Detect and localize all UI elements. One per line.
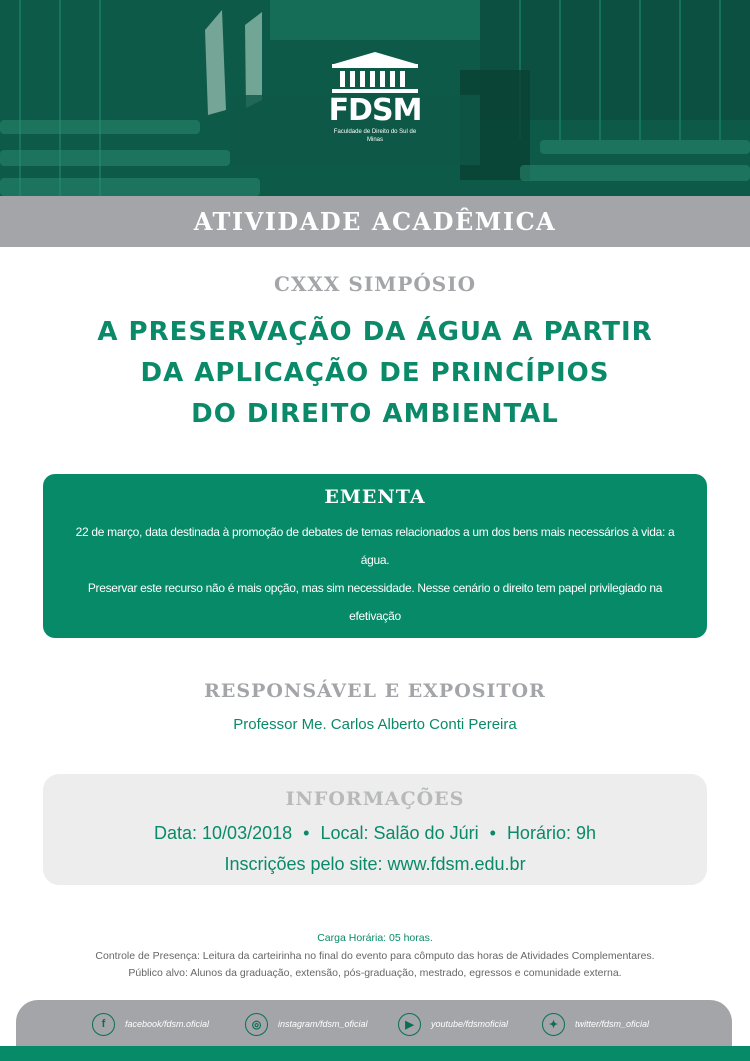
fdsm-logo xyxy=(328,52,422,143)
info-date: Data: 10/03/2018 xyxy=(154,823,293,843)
event-title xyxy=(0,312,750,435)
event-title-line: DA APLICAÇÃO DE PRINCÍPIOS xyxy=(140,358,610,388)
event-title-line: A PRESERVAÇÃO DA ÁGUA A PARTIR xyxy=(97,317,653,347)
building-icon xyxy=(328,52,422,94)
instagram-icon: ◎ xyxy=(245,1013,268,1036)
social-label: instagram/fdsm_oficial xyxy=(278,1019,368,1029)
info-details xyxy=(43,823,707,844)
social-label: twitter/fdsm_oficial xyxy=(575,1019,650,1029)
social-label: youtube/fdsmoficial xyxy=(431,1019,509,1029)
responsavel-name: Professor Me. Carlos Alberto Conti Pereira xyxy=(233,716,517,733)
ementa-body xyxy=(65,518,685,686)
footer-strip xyxy=(0,1046,750,1061)
facebook-icon: f xyxy=(92,1013,115,1036)
bullet-separator: • xyxy=(303,823,310,843)
ementa-box xyxy=(43,474,707,679)
logo-subtitle: Faculdade de Direito do Sul de Minas xyxy=(333,129,417,143)
symposium-label: CXXX SIMPÓSIO xyxy=(273,272,477,296)
info-box xyxy=(43,774,707,885)
bullet-separator: • xyxy=(489,823,496,843)
ementa-line: 22 de março, data destinada à promoção de debates de temas relacionados a um dos bens mais necessários à vida: a água. xyxy=(75,525,675,567)
workload-note: Carga Horária: 05 horas. xyxy=(317,932,433,944)
ementa-line: da sua proteção, com destaque para a implementação dos princípios específicos da temática ambiental. Neste sentido, xyxy=(74,637,676,651)
info-registration[interactable]: Inscrições pelo site: www.fdsm.edu.br xyxy=(224,854,526,874)
info-time: Horário: 9h xyxy=(506,823,596,843)
ementa-line: conscientização, preservação, proteção jurídica e desenvolvimento sustentável são palavras de ordem. xyxy=(115,665,635,679)
social-twitter[interactable] xyxy=(542,1012,649,1036)
info-location: Local: Salão do Júri xyxy=(320,823,479,843)
youtube-icon: ▶ xyxy=(398,1013,421,1036)
ementa-title: EMENTA xyxy=(324,486,426,508)
section-band xyxy=(0,196,750,247)
social-bar xyxy=(16,1000,732,1048)
social-label: facebook/fdsm.oficial xyxy=(125,1019,210,1029)
event-title-line: DO DIREITO AMBIENTAL xyxy=(191,399,559,429)
ementa-line: Preservar este recurso não é mais opção, mas sim necessidade. Nesse cenário o direito tem papel privilegiado na efetivação xyxy=(87,581,663,623)
attendance-note: Controle de Presença: Leitura da carteirinha no final do evento para cômputo das horas de Atividades Complementares. xyxy=(95,950,655,962)
social-instagram[interactable] xyxy=(245,1012,368,1036)
social-youtube[interactable] xyxy=(398,1012,508,1036)
info-title: INFORMAÇÕES xyxy=(285,788,465,810)
hero-banner xyxy=(0,0,750,196)
responsavel-title: RESPONSÁVEL E EXPOSITOR xyxy=(204,680,546,702)
audience-note: Público alvo: Alunos da graduação, extensão, pós-graduação, mestrado, egressos e comunidade externa. xyxy=(128,967,622,979)
social-facebook[interactable] xyxy=(92,1012,209,1036)
twitter-icon: ✦ xyxy=(542,1013,565,1036)
logo-wordmark: FDSM xyxy=(328,93,422,128)
band-title: ATIVIDADE ACADÊMICA xyxy=(193,207,557,236)
